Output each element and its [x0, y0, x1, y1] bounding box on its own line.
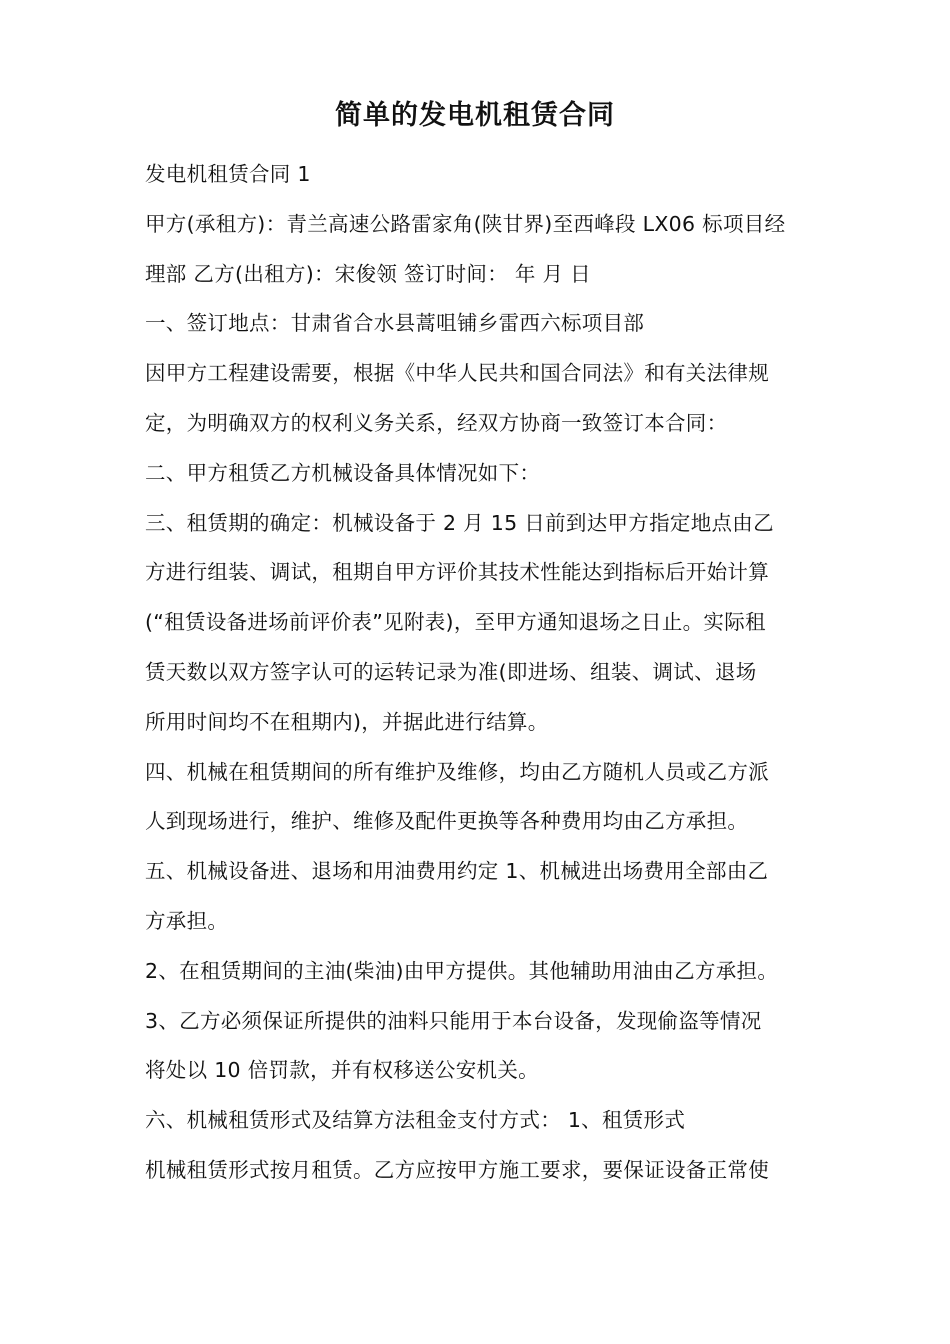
text-line: 发电机租赁合同 1 — [145, 162, 311, 186]
text-line: 五、机械设备进、退场和用油费用约定 1、机械进出场费用全部由乙 — [145, 859, 769, 884]
text-line: 方进行组装、调试，租期自甲方评价其技术性能达到指标后开始计算 — [145, 560, 769, 585]
text-line: (“租赁设备进场前评价表”见附表)，至甲方通知退场之日止。实际租 — [145, 610, 766, 635]
text-line: 机械租赁形式按月租赁。乙方应按甲方施工要求，要保证设备正常使 — [145, 1157, 769, 1182]
document-body — [145, 150, 815, 1196]
text-line: 因甲方工程建设需要，根据《中华人民共和国合同法》和有关法律规 — [145, 361, 769, 386]
text-line: 定，为明确双方的权利义务关系，经双方协商一致签订本合同： — [145, 410, 728, 435]
text-line: 2、在租赁期间的主油(柴油)由甲方提供。其他辅助用油由乙方承担。 — [145, 958, 779, 983]
text-line: 赁天数以双方签字认可的运转记录为准(即进场、组装、调试、退场 — [145, 659, 757, 684]
text-line: 一、签订地点：甘肃省合水县蒿咀铺乡雷西六标项目部 — [145, 311, 645, 336]
text-line: 四、机械在租赁期间的所有维护及维修，均由乙方随机人员或乙方派 — [145, 759, 769, 784]
text-line: 所用时间均不在租期内)，并据此进行结算。 — [145, 709, 549, 734]
document-title: 简单的发电机租赁合同 — [335, 100, 615, 131]
text-line: 人到现场进行，维护、维修及配件更换等各种费用均由乙方承担。 — [145, 809, 749, 834]
text-line: 六、机械租赁形式及结算方法租金支付方式： 1、租赁形式 — [145, 1108, 686, 1133]
text-line: 理部 乙方(出租方)：宋俊领 签订时间： 年 月 日 — [145, 261, 591, 286]
text-line: 将处以 10 倍罚款，并有权移送公安机关。 — [145, 1058, 539, 1083]
text-line: 三、租赁期的确定：机械设备于 2 月 15 日前到达甲方指定地点由乙 — [145, 510, 774, 535]
text-line: 3、乙方必须保证所提供的油料只能用于本台设备，发现偷盗等情况 — [145, 1008, 762, 1033]
text-line: 甲方(承租方)：青兰高速公路雷家角(陕甘界)至西峰段 LX06 标项目经 — [145, 211, 786, 236]
text-line: 二、甲方租赁乙方机械设备具体情况如下： — [145, 460, 541, 485]
text-line: 方承担。 — [145, 908, 229, 933]
